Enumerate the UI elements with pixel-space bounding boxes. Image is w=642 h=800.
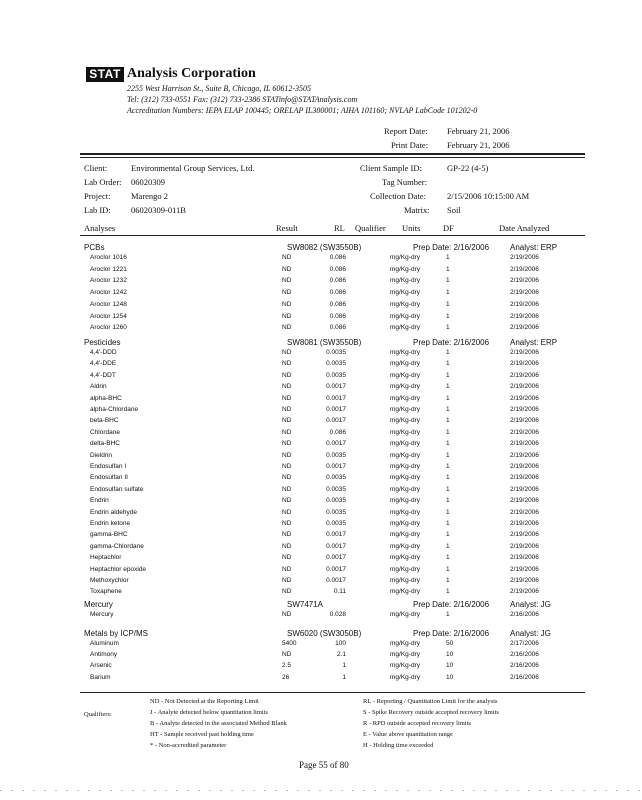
- analyte-df: 1: [446, 417, 450, 425]
- analyte-df: 1: [446, 611, 450, 618]
- analyte-units: mg/Kg-dry: [390, 360, 420, 368]
- analyte-rl: 0.0017: [326, 531, 346, 539]
- col-units: Units: [402, 223, 421, 233]
- analyte-rl: 0.11: [333, 588, 346, 596]
- analyte-rl: 0.0035: [326, 485, 346, 493]
- analyte-df: 1: [446, 360, 450, 368]
- analyte-name: Methoxychlor: [90, 577, 129, 584]
- analyte-date: 2/19/2006: [510, 254, 539, 261]
- analyte-rl: 1: [342, 673, 346, 681]
- analyte-date: 2/19/2006: [510, 554, 539, 562]
- footnote-right-0: RL - Reporting / Quantitation Limit for the analysis: [363, 698, 498, 705]
- analyte-units: mg/Kg-dry: [390, 577, 420, 584]
- analyte-result: ND: [282, 520, 292, 527]
- analyte-units: mg/Kg-dry: [390, 588, 420, 596]
- print-date: February 21, 2006: [447, 140, 510, 150]
- analyte-date: 2/19/2006: [510, 349, 539, 356]
- company-name: Analysis Corporation: [127, 66, 256, 81]
- analyte-date: 2/19/2006: [510, 394, 539, 402]
- analyte-date: 2/19/2006: [510, 565, 539, 573]
- analyte-name: Barium: [90, 673, 111, 681]
- section-method: SW8081 (SW3550B): [287, 338, 362, 347]
- analyte-name: gamma-BHC: [90, 531, 128, 539]
- footer-rule: [80, 692, 585, 693]
- analyte-result: 5400: [282, 640, 297, 647]
- footnote-left-2: B - Analyte detected in the associated Method Blank: [150, 720, 287, 727]
- analyte-rl: 0.0017: [326, 406, 346, 413]
- section-title: Mercury: [84, 600, 113, 609]
- analyte-date: 2/19/2006: [510, 588, 539, 596]
- analyte-rl: 2.1: [336, 651, 346, 659]
- analyte-df: 1: [446, 394, 450, 402]
- analyte-result: ND: [282, 406, 292, 413]
- analyte-name: delta-BHC: [90, 440, 120, 448]
- analyte-df: 1: [446, 554, 450, 562]
- analyte-units: mg/Kg-dry: [390, 265, 420, 273]
- section-prep-date: Prep Date: 2/16/2006: [413, 600, 490, 609]
- analyte-result: ND: [282, 324, 292, 332]
- analyte-name: Antimony: [90, 651, 118, 659]
- analyte-rl: 0.0017: [326, 417, 346, 425]
- analyte-df: 1: [446, 440, 450, 448]
- analyte-rl: 0.0017: [326, 440, 346, 448]
- analyte-rl: 1: [342, 662, 346, 670]
- analyte-result: ND: [282, 265, 292, 273]
- analyte-result: ND: [282, 531, 292, 539]
- analyte-rl: 0.0035: [326, 508, 346, 516]
- analyte-units: mg/Kg-dry: [390, 673, 420, 681]
- analyte-name: Aroclor 1232: [90, 277, 127, 285]
- analyte-result: ND: [282, 485, 292, 493]
- analyte-name: Toxaphene: [90, 588, 122, 596]
- analyte-name: Aroclor 1016: [90, 254, 127, 261]
- analyte-result: ND: [282, 394, 292, 402]
- analyte-df: 1: [446, 349, 450, 356]
- analyte-units: mg/Kg-dry: [390, 474, 420, 482]
- analyte-units: mg/Kg-dry: [390, 485, 420, 493]
- analyte-df: 1: [446, 265, 450, 273]
- analyte-name: Heptachlor: [90, 554, 122, 562]
- analyte-df: 1: [446, 383, 450, 391]
- analyte-units: mg/Kg-dry: [390, 383, 420, 391]
- analyte-date: 2/19/2006: [510, 451, 539, 459]
- analyte-units: mg/Kg-dry: [390, 565, 420, 573]
- analyte-units: mg/Kg-dry: [390, 651, 420, 659]
- analyte-date: 2/19/2006: [510, 497, 539, 505]
- analyte-rl: 0.0035: [326, 520, 346, 527]
- analyte-rl: 0.086: [329, 265, 346, 273]
- analyte-name: Aluminum: [90, 640, 119, 647]
- section-prep-date: Prep Date: 2/16/2006: [413, 629, 490, 638]
- analyte-rl: 0.086: [329, 428, 346, 436]
- analyte-name: Endosulfan I: [90, 463, 127, 470]
- analyte-units: mg/Kg-dry: [390, 640, 420, 647]
- analyte-units: mg/Kg-dry: [390, 300, 420, 308]
- analyte-df: 1: [446, 565, 450, 573]
- analyte-rl: 0.086: [329, 300, 346, 308]
- section-method: SW7471A: [287, 600, 324, 609]
- analyte-result: ND: [282, 542, 292, 550]
- analyte-date: 2/19/2006: [510, 485, 539, 493]
- analyte-result: ND: [282, 383, 292, 391]
- analyte-units: mg/Kg-dry: [390, 463, 420, 470]
- analyte-df: 10: [446, 673, 454, 681]
- analyte-result: ND: [282, 577, 292, 584]
- analyte-name: Endrin aldehyde: [90, 508, 137, 516]
- analyte-name: alpha-Chlordane: [90, 406, 139, 413]
- analyte-df: 1: [446, 312, 450, 320]
- analyte-date: 2/19/2006: [510, 520, 539, 527]
- col-rl: RL: [334, 223, 345, 233]
- analyte-result: ND: [282, 440, 292, 448]
- analyte-df: 1: [446, 577, 450, 584]
- analyte-date: 2/16/2006: [510, 662, 539, 670]
- analyte-result: ND: [282, 463, 292, 470]
- analyte-result: ND: [282, 611, 292, 618]
- analyte-rl: 0.086: [329, 277, 346, 285]
- col-result: Result: [276, 223, 298, 233]
- company-logo: STAT: [86, 67, 124, 82]
- analyte-result: ND: [282, 588, 292, 596]
- analyte-df: 1: [446, 300, 450, 308]
- analyte-date: 2/19/2006: [510, 417, 539, 425]
- analyte-df: 1: [446, 542, 450, 550]
- analyte-df: 1: [446, 277, 450, 285]
- analyte-df: 1: [446, 520, 450, 527]
- analyte-result: ND: [282, 371, 292, 379]
- analyte-name: Aroclor 1254: [90, 312, 127, 320]
- qualifiers-label: Qualifiers:: [84, 711, 112, 718]
- analyte-name: Heptachlor epoxide: [90, 565, 147, 573]
- client-value: Environmental Group Services, Ltd.: [131, 163, 255, 173]
- analyte-units: mg/Kg-dry: [390, 277, 420, 285]
- analyte-df: 1: [446, 451, 450, 459]
- analyte-result: ND: [282, 360, 292, 368]
- analyte-result: ND: [282, 417, 292, 425]
- analyte-units: mg/Kg-dry: [390, 451, 420, 459]
- scan-noise-dots: [0, 790, 642, 791]
- analyte-units: mg/Kg-dry: [390, 349, 420, 356]
- analyte-units: mg/Kg-dry: [390, 497, 420, 505]
- analyte-name: Arsenic: [90, 662, 112, 670]
- analyte-date: 2/19/2006: [510, 440, 539, 448]
- analyte-date: 2/19/2006: [510, 508, 539, 516]
- lab-order-value: 06020309: [131, 177, 165, 187]
- analyte-result: ND: [282, 300, 292, 308]
- collection-date-value: 2/15/2006 10:15:00 AM: [447, 191, 530, 201]
- columns-rule: [80, 235, 585, 236]
- analyte-df: 1: [446, 371, 450, 379]
- analyte-date: 2/19/2006: [510, 324, 539, 332]
- analyte-result: 26: [282, 673, 290, 681]
- page-number: Page 55 of 80: [299, 760, 349, 770]
- analyte-date: 2/17/2006: [510, 640, 539, 647]
- analyte-date: 2/16/2006: [510, 611, 539, 618]
- analyte-rl: 0.0017: [326, 383, 346, 391]
- section-title: Metals by ICP/MS: [84, 629, 149, 638]
- analyte-name: Dieldrin: [90, 451, 113, 459]
- lab-id-label: Lab ID:: [84, 205, 111, 215]
- col-df: DF: [443, 223, 454, 233]
- analyte-rl: 0.0017: [326, 463, 346, 470]
- analyte-date: 2/19/2006: [510, 463, 539, 470]
- accreditation-numbers: Accreditation Numbers: IEPA ELAP 100445; ORELAP IL300001; AIHA 101160; NVLAP LabCode 101202-0: [127, 106, 478, 115]
- analyte-date: 2/19/2006: [510, 312, 539, 320]
- analyte-date: 2/19/2006: [510, 277, 539, 285]
- analyte-name: Aroclor 1221: [90, 265, 127, 273]
- collection-date-label: Collection Date:: [370, 191, 426, 201]
- analyte-name: Aroclor 1242: [90, 289, 127, 297]
- analyte-rl: 0.0035: [326, 474, 346, 482]
- analyte-rl: 0.0017: [326, 565, 346, 573]
- header-rule: [80, 153, 585, 155]
- analyte-df: 50: [446, 640, 454, 647]
- analyte-rl: 0.0017: [326, 394, 346, 402]
- analyte-rl: 0.0017: [326, 554, 346, 562]
- matrix-label: Matrix:: [404, 205, 430, 215]
- analyte-date: 2/19/2006: [510, 383, 539, 391]
- analyte-result: ND: [282, 289, 292, 297]
- matrix-value: Soil: [447, 205, 461, 215]
- analyte-result: 2.5: [282, 662, 292, 670]
- analyte-rl: 0.0017: [326, 542, 346, 550]
- footnote-right-2: R - RPD outside accepted recovery limits: [363, 720, 471, 727]
- analyte-rl: 0.086: [329, 324, 346, 332]
- project-value: Marengo 2: [131, 191, 169, 201]
- section-prep-date: Prep Date: 2/16/2006: [413, 243, 490, 252]
- analyte-rl: 0.086: [329, 312, 346, 320]
- analyte-result: ND: [282, 312, 292, 320]
- analyte-name: Mercury: [90, 611, 114, 618]
- tag-number-label: Tag Number:: [382, 177, 427, 187]
- footnote-left-0: ND - Not Detected at the Reporting Limit: [150, 698, 259, 705]
- analyte-name: 4,4'-DDD: [90, 349, 117, 356]
- analyte-date: 2/19/2006: [510, 360, 539, 368]
- section-analyst: Analyst: ERP: [510, 338, 558, 347]
- col-analyses: Analyses: [84, 223, 116, 233]
- footnote-left-4: * - Non-accredited parameter: [150, 742, 227, 749]
- company-contact: Tel: (312) 733-0551 Fax: (312) 733-2386 STATinfo@STATAnalysis.com: [127, 95, 358, 104]
- section-title: PCBs: [84, 243, 105, 252]
- analyte-result: ND: [282, 451, 292, 459]
- analyte-date: 2/19/2006: [510, 406, 539, 413]
- lab-order-label: Lab Order:: [84, 177, 122, 187]
- analyte-df: 1: [446, 428, 450, 436]
- analyte-df: 10: [446, 662, 454, 670]
- analyte-result: ND: [282, 554, 292, 562]
- analyte-df: 1: [446, 588, 450, 596]
- analyte-name: Aroclor 1260: [90, 324, 127, 332]
- project-label: Project:: [84, 191, 111, 201]
- analyte-units: mg/Kg-dry: [390, 312, 420, 320]
- section-prep-date: Prep Date: 2/16/2006: [413, 338, 490, 347]
- analyte-units: mg/Kg-dry: [390, 428, 420, 436]
- analyte-units: mg/Kg-dry: [390, 611, 420, 618]
- client-sample-label: Client Sample ID:: [360, 163, 422, 173]
- report-date: February 21, 2006: [447, 126, 510, 136]
- analyte-date: 2/19/2006: [510, 265, 539, 273]
- analyte-name: Aroclor 1248: [90, 300, 127, 308]
- analyte-df: 1: [446, 531, 450, 539]
- analyte-units: mg/Kg-dry: [390, 406, 420, 413]
- analyte-units: mg/Kg-dry: [390, 394, 420, 402]
- analyte-result: ND: [282, 651, 292, 659]
- analyte-name: Endosulfan sulfate: [90, 485, 144, 493]
- footnote-left-1: J - Analyte detected below quantitation limits: [150, 709, 269, 716]
- analyte-name: Chlordane: [90, 428, 120, 436]
- analyte-date: 2/16/2006: [510, 673, 539, 681]
- analyte-rl: 0.0035: [326, 451, 346, 459]
- analyte-units: mg/Kg-dry: [390, 520, 420, 527]
- analyte-date: 2/19/2006: [510, 371, 539, 379]
- section-analyst: Analyst: JG: [510, 600, 551, 609]
- footnote-right-4: H - Holding time exceeded: [363, 742, 434, 749]
- analyte-name: Endrin ketone: [90, 520, 131, 527]
- section-analyst: Analyst: ERP: [510, 243, 558, 252]
- analyte-df: 1: [446, 406, 450, 413]
- analyte-rl: 0.0035: [326, 497, 346, 505]
- analyte-rl: 0.086: [329, 254, 346, 261]
- analyte-rl: 0.0035: [326, 360, 346, 368]
- analyte-rl: 100: [335, 640, 346, 647]
- analyte-df: 1: [446, 508, 450, 516]
- analyte-df: 1: [446, 485, 450, 493]
- analyte-units: mg/Kg-dry: [390, 554, 420, 562]
- analyte-name: Endrin: [90, 497, 109, 505]
- col-qualifier: Qualifier: [355, 223, 386, 233]
- analyte-name: Aldrin: [90, 383, 107, 391]
- analyte-df: 1: [446, 254, 450, 261]
- analyte-result: ND: [282, 254, 292, 261]
- analyte-result: ND: [282, 428, 292, 436]
- analyte-result: ND: [282, 497, 292, 505]
- analyte-df: 1: [446, 474, 450, 482]
- analyte-units: mg/Kg-dry: [390, 289, 420, 297]
- analyte-rl: 0.0035: [326, 371, 346, 379]
- client-sample-value: GP-22 (4-5): [447, 163, 489, 173]
- analyte-units: mg/Kg-dry: [390, 371, 420, 379]
- footnote-right-1: S - Spike Recovery outside accepted recovery limits: [363, 709, 499, 716]
- col-date-analyzed: Date Analyzed: [499, 223, 550, 233]
- analyte-df: 1: [446, 463, 450, 470]
- section-analyst: Analyst: JG: [510, 629, 551, 638]
- analyte-name: gamma-Chlordane: [90, 542, 144, 550]
- analyte-units: mg/Kg-dry: [390, 440, 420, 448]
- analyte-result: ND: [282, 474, 292, 482]
- analyte-result: ND: [282, 508, 292, 516]
- analyte-units: mg/Kg-dry: [390, 324, 420, 332]
- analyte-df: 1: [446, 497, 450, 505]
- analyte-date: 2/19/2006: [510, 300, 539, 308]
- analyte-date: 2/19/2006: [510, 289, 539, 297]
- analyte-rl: 0.086: [329, 289, 346, 297]
- analyte-name: Endosulfan II: [90, 474, 128, 482]
- analyte-result: ND: [282, 349, 292, 356]
- section-method: SW6020 (SW3050B): [287, 629, 362, 638]
- client-label: Client:: [84, 163, 108, 173]
- print-date-label: Print Date:: [391, 140, 429, 150]
- footnote-right-3: E - Value above quantitation range: [363, 731, 453, 738]
- footnote-left-3: HT - Sample received past holding time: [150, 731, 254, 738]
- analyte-name: 4,4'-DDE: [90, 360, 117, 368]
- lab-id-value: 06020309-011B: [131, 205, 186, 215]
- analyte-df: 1: [446, 324, 450, 332]
- company-address: 2255 West Harrison St., Suite B, Chicago, IL 60612-3505: [127, 84, 312, 93]
- analyte-result: ND: [282, 565, 292, 573]
- analyte-df: 1: [446, 289, 450, 297]
- analyte-name: beta-BHC: [90, 417, 119, 425]
- analyte-units: mg/Kg-dry: [390, 417, 420, 425]
- header-rule-thin: [80, 157, 585, 158]
- analyte-date: 2/19/2006: [510, 428, 539, 436]
- analyte-name: alpha-BHC: [90, 394, 122, 402]
- analyte-date: 2/19/2006: [510, 474, 539, 482]
- analyte-units: mg/Kg-dry: [390, 254, 420, 261]
- section-title: Pesticides: [84, 338, 121, 347]
- analyte-date: 2/16/2006: [510, 651, 539, 659]
- analyte-date: 2/19/2006: [510, 577, 539, 584]
- analyte-units: mg/Kg-dry: [390, 542, 420, 550]
- analyte-rl: 0.028: [329, 611, 346, 618]
- analyte-df: 10: [446, 651, 454, 659]
- analyte-date: 2/19/2006: [510, 531, 539, 539]
- section-method: SW8082 (SW3550B): [287, 243, 362, 252]
- analyte-date: 2/19/2006: [510, 542, 539, 550]
- analyte-rl: 0.0035: [326, 349, 346, 356]
- analyte-units: mg/Kg-dry: [390, 662, 420, 670]
- report-date-label: Report Date:: [384, 126, 428, 136]
- analyte-rl: 0.0017: [326, 577, 346, 584]
- analyte-result: ND: [282, 277, 292, 285]
- analyte-units: mg/Kg-dry: [390, 531, 420, 539]
- analyte-units: mg/Kg-dry: [390, 508, 420, 516]
- analyte-name: 4,4'-DDT: [90, 371, 116, 379]
